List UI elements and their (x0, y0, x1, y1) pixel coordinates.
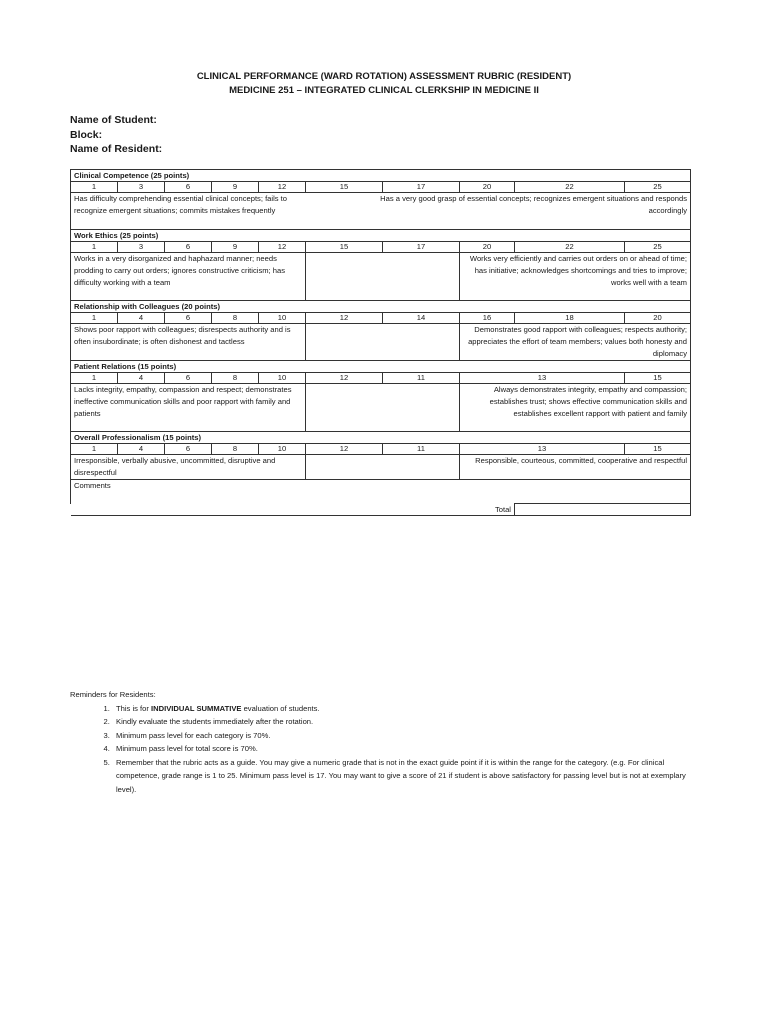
score-cell[interactable]: 1 (71, 182, 118, 193)
score-cell[interactable]: 6 (165, 182, 212, 193)
score-cell[interactable]: 20 (460, 182, 515, 193)
score-cell[interactable]: 20 (625, 313, 691, 324)
score-cell[interactable]: 20 (460, 242, 515, 253)
patient-relations-header: Patient Relations (15 points) (71, 361, 691, 373)
score-cell[interactable]: 22 (515, 182, 625, 193)
reminder-emphasis: INDIVIDUAL SUMMATIVE (151, 703, 242, 713)
ethics-high-descriptor: Works very efficiently and carries out orders on or ahead of time; has initiative; acknowledges shortcomings and tries to improve; works well with a team (460, 253, 691, 301)
colleagues-high-descriptor: Demonstrates good rapport with colleagues; respects authority; appreciates the effort of team members; values both honesty and diplomacy (460, 324, 691, 361)
score-cell[interactable]: 6 (165, 444, 212, 455)
resident-name-label: Name of Resident: (70, 143, 163, 155)
score-cell[interactable]: 22 (515, 242, 625, 253)
score-cell[interactable]: 8 (212, 313, 259, 324)
score-cell[interactable]: 13 (460, 373, 625, 384)
reminder-item: 2. Kindly evaluate the students immediately after the rotation. (112, 715, 700, 729)
work-ethics-header: Work Ethics (25 points) (71, 230, 691, 242)
reminder-item: 3. Minimum pass level for each category is 70%. (112, 729, 700, 743)
score-cell[interactable]: 15 (306, 242, 383, 253)
score-cell[interactable]: 9 (212, 242, 259, 253)
score-cell[interactable]: 12 (259, 182, 306, 193)
professionalism-score-row (71, 444, 691, 455)
student-name-label: Name of Student: (70, 114, 157, 126)
ethics-score-row (71, 242, 691, 253)
score-cell[interactable]: 16 (460, 313, 515, 324)
score-cell[interactable]: 15 (625, 444, 691, 455)
reminder-item: 4. Minimum pass level for total score is 70%. (112, 742, 700, 756)
score-cell[interactable]: 10 (259, 373, 306, 384)
score-cell[interactable]: 3 (118, 182, 165, 193)
score-cell[interactable]: 11 (383, 373, 460, 384)
course-subtitle: MEDICINE 251 – INTEGRATED CLINICAL CLERKSHIP IN MEDICINE II (229, 85, 539, 96)
professionalism-low-descriptor: Irresponsible, verbally abusive, uncommitted, disruptive and disrespectful (71, 455, 306, 480)
clinical-score-row (71, 182, 691, 193)
assessment-rubric-table (70, 169, 691, 516)
document-title: CLINICAL PERFORMANCE (WARD ROTATION) ASSESSMENT RUBRIC (RESIDENT) (196, 71, 572, 82)
total-label: Total (71, 504, 515, 516)
score-cell[interactable]: 10 (259, 313, 306, 324)
score-cell[interactable]: 14 (383, 313, 460, 324)
score-cell[interactable]: 1 (71, 373, 118, 384)
reminder-item: 5. Remember that the rubric acts as a guide. You may give a numeric grade that is not in the exact guide point if it is within the range for the category. (e.g. For clinical competence, grade range is 1 to 25. Minimum pass level is 17. You may want to give a score of 21 if student is above satisfactory for passing level but is not at exemplary level). (112, 756, 700, 797)
score-cell[interactable]: 25 (625, 242, 691, 253)
patients-middle-cell (306, 384, 460, 432)
professionalism-header: Overall Professionalism (15 points) (71, 432, 691, 444)
patients-score-row (71, 373, 691, 384)
reminders-list (70, 702, 700, 797)
score-cell[interactable]: 10 (259, 444, 306, 455)
score-cell[interactable]: 15 (625, 373, 691, 384)
block-label: Block: (70, 128, 103, 141)
score-cell[interactable]: 12 (306, 373, 383, 384)
score-cell[interactable]: 6 (165, 242, 212, 253)
score-cell[interactable]: 3 (118, 242, 165, 253)
score-cell[interactable]: 1 (71, 444, 118, 455)
score-cell[interactable]: 4 (118, 373, 165, 384)
score-cell[interactable]: 4 (118, 313, 165, 324)
identification-fields (70, 113, 162, 157)
score-cell[interactable]: 12 (306, 444, 383, 455)
professionalism-middle-cell (306, 455, 460, 480)
score-cell[interactable]: 4 (118, 444, 165, 455)
reminders-heading: Reminders for Residents: (70, 690, 156, 699)
score-cell[interactable]: 13 (460, 444, 625, 455)
score-cell[interactable]: 1 (71, 242, 118, 253)
score-cell[interactable]: 12 (259, 242, 306, 253)
professionalism-high-descriptor: Responsible, courteous, committed, cooperative and respectful (460, 455, 691, 480)
score-cell[interactable]: 17 (383, 182, 460, 193)
ethics-middle-cell (306, 253, 460, 301)
colleagues-low-descriptor: Shows poor rapport with colleagues; disrespects authority and is often insubordinate; is often dishonest and tactless (71, 324, 306, 361)
patients-low-descriptor: Lacks integrity, empathy, compassion and respect; demonstrates ineffective communication skills and poor rapport with family and patients (71, 384, 306, 432)
clinical-competence-header: Clinical Competence (25 points) (71, 170, 691, 182)
reminder-item: 1. This is for INDIVIDUAL SUMMATIVE evaluation of students. (112, 702, 700, 716)
score-cell[interactable]: 9 (212, 182, 259, 193)
score-cell[interactable]: 18 (515, 313, 625, 324)
score-cell[interactable]: 8 (212, 373, 259, 384)
score-cell[interactable]: 17 (383, 242, 460, 253)
total-score-field[interactable] (515, 504, 691, 516)
patients-high-descriptor: Always demonstrates integrity, empathy and compassion; establishes trust; shows effective communication skills and establishes excellent rapport with patient and family (460, 384, 691, 432)
score-cell[interactable]: 12 (306, 313, 383, 324)
score-cell[interactable]: 25 (625, 182, 691, 193)
score-cell[interactable]: 6 (165, 373, 212, 384)
colleagues-middle-cell (306, 324, 460, 361)
score-cell[interactable]: 11 (383, 444, 460, 455)
clinical-low-descriptor: Has difficulty comprehending essential clinical concepts; fails to recognize emergent situations; commits mistakes frequently (71, 193, 306, 230)
score-cell[interactable]: 8 (212, 444, 259, 455)
reminders-section (70, 688, 700, 796)
colleagues-score-row (71, 313, 691, 324)
score-cell[interactable]: 6 (165, 313, 212, 324)
ethics-low-descriptor: Works in a very disorganized and haphazard manner; needs prodding to carry out orders; ignores constructive criticism; has difficulty working with a team (71, 253, 306, 301)
clinical-high-descriptor: Has a very good grasp of essential concepts; recognizes emergent situations and responds accordingly (306, 193, 691, 230)
comments-field[interactable]: Comments (71, 480, 691, 504)
score-cell[interactable]: 1 (71, 313, 118, 324)
colleagues-header: Relationship with Colleagues (20 points) (71, 301, 691, 313)
score-cell[interactable]: 15 (306, 182, 383, 193)
